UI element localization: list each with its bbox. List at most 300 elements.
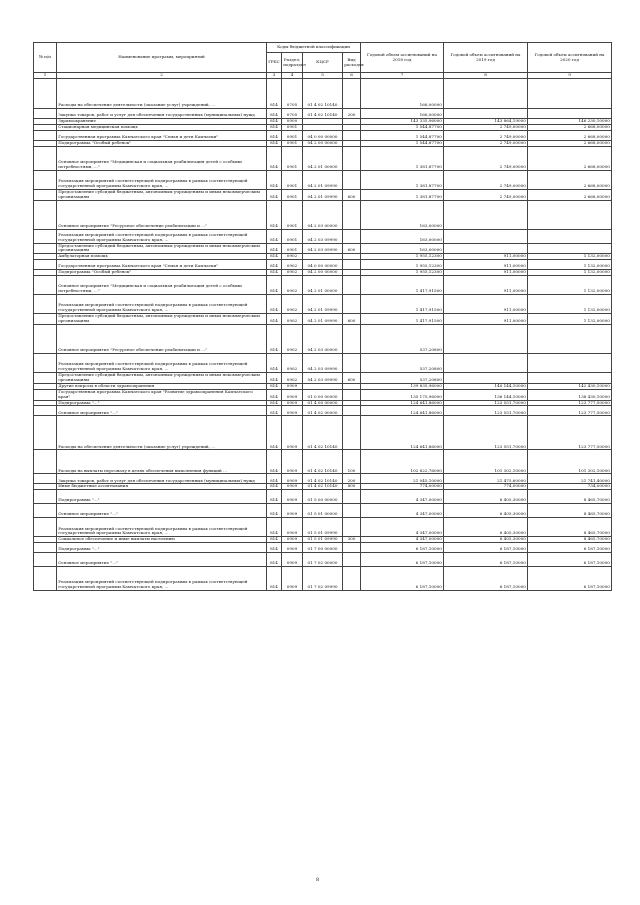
csr-cell: 01 4 02 10140 [303,474,343,484]
row-number-cell [34,567,57,591]
grbs-cell: 814 [267,383,282,389]
header-num: № п/п [34,43,57,73]
table-row [34,276,612,295]
amount-2019-cell [444,243,528,254]
grbs-cell: 814 [267,537,282,543]
grbs-cell: 814 [267,260,282,270]
row-number-cell [34,518,57,537]
amount-2018-cell: 4 347,00000 [361,504,444,518]
amount-2020-cell: 2 668,00000 [528,130,612,140]
grbs-cell: 814 [267,200,282,229]
amount-2019-cell: 2 749,00000 [444,124,528,130]
table-row [34,567,612,591]
row-name-cell: Реализация мероприятий соответствующей подпрограммы в рамках соответствующей государственной программы Камчатского края, ... [57,170,267,189]
row-number-cell [34,389,57,400]
row-name-cell: Государственная программа Камчатского края "Развитие здравоохранения Камчатского края" [57,389,267,400]
table-row [34,109,612,119]
row-name-cell: Государственная программа Камчатского края "Семья и дети Камчатки" [57,260,267,270]
amount-2018-cell: 1 544,87700 [361,140,444,146]
csr-cell: 04 2 03 00000 [303,200,343,229]
section-cell: 0901 [282,130,303,140]
amount-2019-cell: 2 749,00000 [444,140,528,146]
grbs-cell: 814 [267,474,282,484]
grbs-cell: 814 [267,372,282,383]
vr-cell [343,567,361,591]
amount-2019-cell: 911,00000 [444,295,528,314]
csr-cell: 01 4 02 10140 [303,109,343,119]
amount-2019-cell: 136 144,10000 [444,389,528,400]
csr-cell: 04 2 01 09990 [303,295,343,314]
section-cell: 0909 [282,490,303,504]
amount-2018-cell: 537,20800 [361,324,444,353]
section-cell: 0900 [282,119,303,125]
csr-cell: 04 2 01 09990 [303,314,343,325]
row-number-cell [34,504,57,518]
table-row [34,518,612,537]
amount-2018-cell: 1 955,12300 [361,270,444,276]
csr-cell: 04 2 00 00000 [303,140,343,146]
row-name-cell: Другие вопросы в области здравоохранения [57,383,267,389]
grbs-cell: 814 [267,109,282,119]
amount-2020-cell [528,372,612,383]
amount-2019-cell [444,324,528,353]
section-cell: 0909 [282,389,303,400]
csr-cell: 04 0 00 00000 [303,130,343,140]
header-codes-group: Коды бюджетной классификации [267,43,361,53]
csr-cell: 01 5 01 09990 [303,537,343,543]
row-number-cell [34,109,57,119]
section-cell: 0901 [282,229,303,243]
vr-cell [343,170,361,189]
row-number-cell [34,170,57,189]
section-cell: 0901 [282,189,303,200]
csr-cell: 01 4 02 00000 [303,406,343,416]
amount-2018-cell: 537,20800 [361,353,444,372]
grbs-cell: 814 [267,124,282,130]
vr-cell: 600 [343,189,361,200]
amount-2018-cell: 4 347,00000 [361,518,444,537]
grbs-cell: 814 [267,406,282,416]
amount-2019-cell: 911,00000 [444,254,528,260]
grbs-cell: 814 [267,518,282,537]
header-name: Наименование программ, мероприятий [57,43,267,73]
amount-2019-cell: 143 864,19000 [444,119,528,125]
csr-cell: 04 2 01 09990 [303,170,343,189]
amount-2019-cell: 101 302,10000 [444,450,528,474]
grbs-cell: 814 [267,353,282,372]
amount-2019-cell: 911,00000 [444,314,528,325]
row-number-cell [34,450,57,474]
csr-cell: 04 0 00 00000 [303,260,343,270]
amount-2019-cell [444,79,528,109]
table-row [34,314,612,325]
row-name-cell: Основное мероприятие "..." [57,504,267,518]
header-2018: Годовой объем ассигнований на 2018 год [361,43,444,73]
column-number: 7 [361,73,444,79]
row-name-cell: Реализация мероприятий соответствующей подпрограммы в рамках соответствующей государственной программы Камчатского края, ... [57,229,267,243]
amount-2018-cell: 166,00000 [361,109,444,119]
row-name-cell: Расходы на выплаты персоналу в целях обеспечения выполнения функций ... [57,450,267,474]
row-name-cell: Основное мероприятие "Медицинская и социальная реабилитация детей с особыми потребностями, ..." [57,146,267,170]
row-name-cell: Подпрограмма "..." [57,400,267,406]
row-number-cell [34,543,57,553]
amount-2019-cell [444,353,528,372]
table-row [34,200,612,229]
grbs-cell: 814 [267,140,282,146]
row-name-cell: Здравоохранение [57,119,267,125]
amount-2018-cell: 102 822,76000 [361,450,444,474]
grbs-cell: 814 [267,254,282,260]
csr-cell: 01 7 00 00000 [303,543,343,553]
row-number-cell [34,295,57,314]
row-name-cell: Подпрограмма "Особый ребенок" [57,140,267,146]
amount-2019-cell: 6 187,10000 [444,567,528,591]
amount-2018-cell: 1 381,87700 [361,170,444,189]
header-2020: Годовой объем ассигнований на 2020 год [528,43,612,73]
table-row [34,130,612,140]
row-name-cell: Расходы на обеспечение деятельности (оказание услуг) учреждений, ... [57,416,267,450]
grbs-cell: 814 [267,130,282,140]
row-number-cell [34,416,57,450]
column-number: 5 [303,73,343,79]
grbs-cell: 814 [267,389,282,400]
csr-cell: 01 4 02 10140 [303,484,343,490]
row-name-cell: Реализация мероприятий соответствующей подпрограммы в рамках соответствующей государственной программы Камчатского края, ... [57,353,267,372]
row-name-cell: Реализация мероприятий соответствующей подпрограммы в рамках соответствующей государственной программы Камчатского края, ... [57,295,267,314]
amount-2020-cell: 1 132,00000 [528,314,612,325]
amount-2019-cell: 6 405,30000 [444,518,528,537]
grbs-cell: 814 [267,146,282,170]
row-number-cell [34,146,57,170]
amount-2020-cell: 2 668,00000 [528,170,612,189]
csr-cell: 04 2 03 00000 [303,324,343,353]
amount-2018-cell: 163,00000 [361,229,444,243]
row-name-cell: Государственная программа Камчатского края "Семья и дети Камчатки" [57,130,267,140]
amount-2018-cell: 774,00000 [361,484,444,490]
header-csr: КЦСР [303,53,343,73]
grbs-cell: 814 [267,490,282,504]
csr-cell: 01 4 00 00000 [303,400,343,406]
header-grbs: ГРБС [267,53,282,73]
row-name-cell: Предоставление субсидий бюджетным, автономным учреждениям и иным некоммерческим организациям [57,372,267,383]
amount-2018-cell: 163,00000 [361,243,444,254]
amount-2018-cell: 1 417,91500 [361,314,444,325]
amount-2018-cell: 1 381,87700 [361,146,444,170]
vr-cell [343,518,361,537]
section-cell: 0901 [282,124,303,130]
row-name-cell: Стационарная медицинская помощь [57,124,267,130]
budget-table [33,42,612,591]
row-name-cell: Основное мероприятие "Ресурсное обеспечение реабилитации и ..." [57,324,267,353]
csr-cell: 01 4 02 10140 [303,416,343,450]
grbs-cell: 814 [267,119,282,125]
vr-cell [343,543,361,553]
csr-cell: 01 4 02 10140 [303,79,343,109]
vr-cell: 200 [343,474,361,484]
table-row [34,406,612,416]
csr-cell: 04 2 01 09990 [303,189,343,200]
vr-cell [343,295,361,314]
table-row [34,270,612,276]
section-cell: 0909 [282,543,303,553]
amount-2018-cell: 139 835,96000 [361,383,444,389]
table-row [34,79,612,109]
amount-2020-cell: 8 465,70000 [528,490,612,504]
amount-2018-cell: 1 381,87700 [361,189,444,200]
section-cell: 0902 [282,270,303,276]
vr-cell: 300 [343,537,361,543]
row-number-cell [34,200,57,229]
table-body [34,79,612,591]
section-cell: 0909 [282,416,303,450]
amount-2020-cell: 2 668,00000 [528,146,612,170]
vr-cell [343,146,361,170]
section-cell: 0902 [282,324,303,353]
amount-2018-cell: 1 955,12300 [361,254,444,260]
section-cell: 0705 [282,109,303,119]
column-number: 8 [444,73,528,79]
section-cell: 0901 [282,243,303,254]
section-cell: 0909 [282,484,303,490]
amount-2019-cell: 6 405,30000 [444,490,528,504]
row-name-cell: Предоставление субсидий бюджетным, автономным учреждениям и иным некоммерческим организациям [57,243,267,254]
vr-cell [343,553,361,567]
section-cell: 0909 [282,400,303,406]
row-name-cell: Основное мероприятие "Ресурсное обеспечение реабилитации и ..." [57,200,267,229]
grbs-cell: 814 [267,450,282,474]
amount-2018-cell: 6 187,10000 [361,553,444,567]
amount-2018-cell: 4 347,00000 [361,537,444,543]
amount-2019-cell: 2 749,00000 [444,189,528,200]
amount-2018-cell: 6 187,10000 [361,543,444,553]
section-cell: 0909 [282,474,303,484]
vr-cell: 800 [343,484,361,490]
amount-2018-cell: 124 641,86000 [361,400,444,406]
amount-2018-cell: 1 544,87700 [361,124,444,130]
amount-2020-cell: 123 777,50000 [528,400,612,406]
header-razdel: Раздел, подраздел [282,53,303,73]
row-number-cell [34,406,57,416]
amount-2020-cell [528,324,612,353]
grbs-cell: 814 [267,314,282,325]
row-name-cell: Предоставление субсидий бюджетным, автономным учреждениям и иным некоммерческим организациям [57,189,267,200]
row-number-cell [34,130,57,140]
amount-2019-cell [444,109,528,119]
csr-cell: 01 5 00 00000 [303,490,343,504]
amount-2020-cell [528,200,612,229]
header-vr: Вид расходов [343,53,361,73]
grbs-cell: 814 [267,270,282,276]
column-number: 6 [343,73,361,79]
amount-2018-cell: 1 955,12300 [361,260,444,270]
row-name-cell: Подпрограмма "..." [57,490,267,504]
amount-2020-cell [528,79,612,109]
amount-2020-cell [528,353,612,372]
amount-2018-cell: 1 544,87700 [361,130,444,140]
amount-2019-cell: 2 749,00000 [444,170,528,189]
row-number-cell [34,276,57,295]
amount-2020-cell: 734,00000 [528,484,612,490]
amount-2019-cell: 911,00000 [444,260,528,270]
grbs-cell: 814 [267,229,282,243]
csr-cell: 01 5 01 09990 [303,518,343,537]
amount-2020-cell: 1 132,00000 [528,295,612,314]
table-row [34,295,612,314]
amount-2019-cell [444,200,528,229]
table-row [34,389,612,400]
table-header [34,43,612,79]
amount-2018-cell: 135 175,96000 [361,389,444,400]
grbs-cell: 814 [267,504,282,518]
section-cell: 0909 [282,504,303,518]
amount-2018-cell: 143 335,96000 [361,119,444,125]
vr-cell [343,504,361,518]
row-name-cell: Амбулаторная помощь [57,254,267,260]
csr-cell: 04 2 01 00000 [303,276,343,295]
section-cell: 0902 [282,314,303,325]
table-row [34,553,612,567]
csr-cell: 01 4 02 10140 [303,450,343,474]
vr-cell [343,130,361,140]
grbs-cell: 814 [267,170,282,189]
csr-cell: 04 2 03 09990 [303,353,343,372]
vr-cell [343,406,361,416]
row-name-cell: Основное мероприятие "..." [57,406,267,416]
table-row [34,537,612,543]
csr-cell: 01 7 02 09990 [303,567,343,591]
csr-cell: 04 2 03 09990 [303,243,343,254]
table-row [34,416,612,450]
row-number-cell [34,243,57,254]
amount-2020-cell: 2 668,00000 [528,140,612,146]
csr-cell: 04 2 03 09990 [303,372,343,383]
table-row [34,324,612,353]
section-cell: 0902 [282,260,303,270]
amount-2020-cell: 2 668,00000 [528,124,612,130]
section-cell: 0902 [282,254,303,260]
vr-cell: 100 [343,450,361,474]
row-name-cell: Подпрограмма "..." [57,543,267,553]
row-name-cell: Закупка товаров, работ и услуг для обеспечения государственных (муниципальных) нужд [57,474,267,484]
amount-2018-cell: 166,00000 [361,79,444,109]
row-number-cell [34,372,57,383]
amount-2018-cell: 1 417,91500 [361,295,444,314]
vr-cell [343,79,361,109]
section-cell: 0909 [282,537,303,543]
table-row [34,490,612,504]
row-number-cell [34,314,57,325]
amount-2020-cell: 6 187,10000 [528,543,612,553]
amount-2020-cell [528,229,612,243]
row-number-cell [34,490,57,504]
section-cell: 0902 [282,353,303,372]
row-name-cell: Подпрограмма "Особый ребенок" [57,270,267,276]
amount-2020-cell: 2 668,00000 [528,189,612,200]
section-cell: 0909 [282,518,303,537]
amount-2019-cell: 123 551,70000 [444,406,528,416]
table-row [34,372,612,383]
vr-cell: 600 [343,243,361,254]
csr-cell: 04 2 03 09990 [303,229,343,243]
row-number-cell [34,553,57,567]
amount-2019-cell: 6 187,10000 [444,543,528,553]
csr-cell: 01 7 02 00000 [303,553,343,567]
section-cell: 0705 [282,79,303,109]
vr-cell [343,324,361,353]
table-row [34,243,612,254]
grbs-cell: 814 [267,400,282,406]
grbs-cell: 814 [267,553,282,567]
table-row [34,353,612,372]
amount-2018-cell: 21 045,10000 [361,474,444,484]
row-number-cell [34,474,57,484]
amount-2020-cell: 138 430,10000 [528,389,612,400]
amount-2019-cell: 6 187,10000 [444,553,528,567]
amount-2019-cell: 21 475,60000 [444,474,528,484]
amount-2019-cell: 2 749,00000 [444,130,528,140]
amount-2018-cell: 124 641,86000 [361,416,444,450]
column-number: 3 [267,73,282,79]
amount-2019-cell: 140 144,10000 [444,383,528,389]
table-row [34,170,612,189]
amount-2019-cell: 911,00000 [444,276,528,295]
section-cell: 0901 [282,170,303,189]
budget-document [33,42,611,591]
amount-2019-cell: 123 551,70000 [444,400,528,406]
vr-cell [343,229,361,243]
section-cell: 0901 [282,146,303,170]
row-name-cell: Реализация мероприятий соответствующей подпрограммы в рамках соответствующей государственной программы Камчатского края, ... [57,518,267,537]
amount-2019-cell [444,229,528,243]
table-row [34,484,612,490]
section-cell: 0902 [282,276,303,295]
vr-cell [343,260,361,270]
amount-2020-cell: 1 132,00000 [528,276,612,295]
section-cell: 0902 [282,295,303,314]
row-number-cell [34,229,57,243]
grbs-cell: 814 [267,243,282,254]
table-row [34,504,612,518]
table-row [34,189,612,200]
grbs-cell: 814 [267,543,282,553]
grbs-cell: 814 [267,295,282,314]
row-name-cell: Основное мероприятие "Медицинская и социальная реабилитация детей с особыми потребностями, ..." [57,276,267,295]
amount-2020-cell: 101 302,10000 [528,450,612,474]
row-name-cell: Реализация мероприятий соответствующей подпрограммы в рамках соответствующей государственной программы Камчатского края, ... [57,567,267,591]
row-number-cell [34,189,57,200]
amount-2018-cell: 537,20800 [361,372,444,383]
column-number: 9 [528,73,612,79]
row-number-cell [34,260,57,270]
amount-2020-cell: 6 187,10000 [528,567,612,591]
section-cell: 0909 [282,383,303,389]
vr-cell [343,389,361,400]
csr-cell: 04 2 00 00000 [303,270,343,276]
column-number: 2 [57,73,267,79]
amount-2019-cell: 6 405,30000 [444,537,528,543]
table-row [34,450,612,474]
row-number-cell [34,324,57,353]
section-cell: 0909 [282,553,303,567]
vr-cell [343,353,361,372]
table-row [34,146,612,170]
amount-2018-cell: 4 347,00000 [361,490,444,504]
vr-cell [343,200,361,229]
amount-2019-cell: 6 405,30000 [444,504,528,518]
section-cell: 0909 [282,450,303,474]
csr-cell: 01 0 00 00000 [303,389,343,400]
amount-2020-cell: 8 465,70000 [528,537,612,543]
